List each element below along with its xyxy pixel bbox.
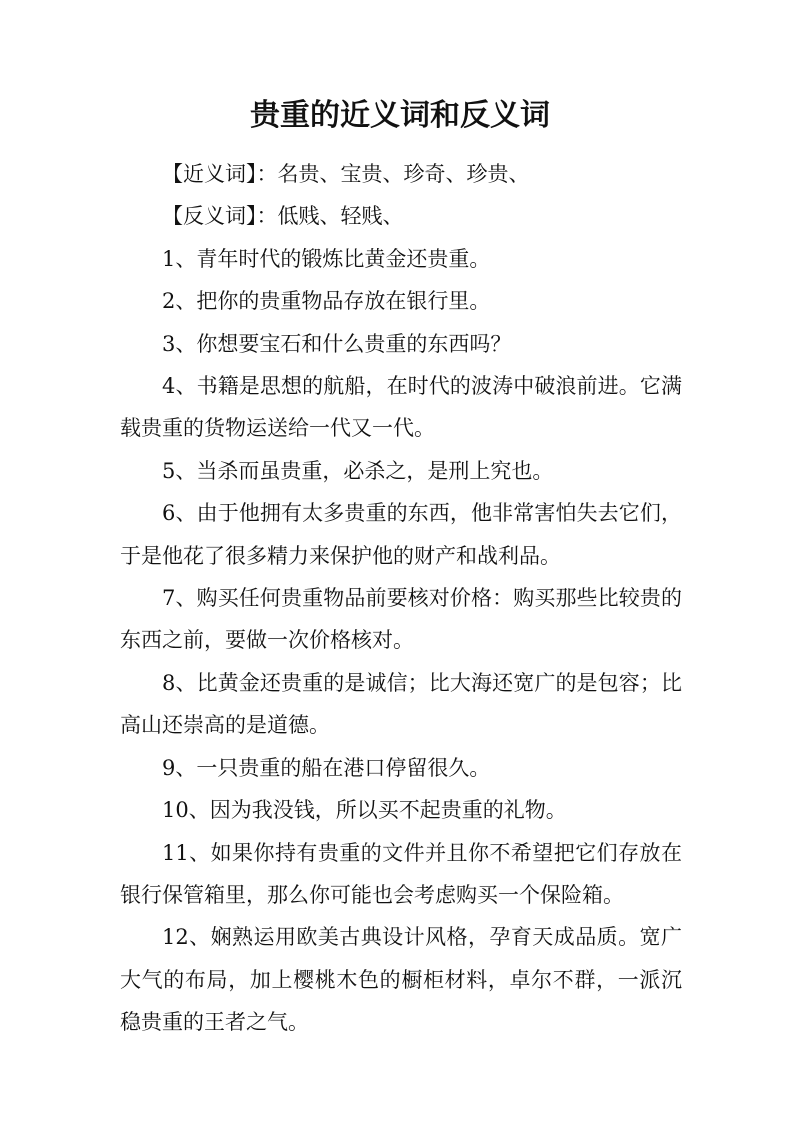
example-sentence-8: 8、比黄金还贵重的是诚信；比大海还宽广的是包容；比高山还崇高的是道德。 — [120, 670, 682, 738]
document-title: 贵重的近义词和反义词 — [250, 98, 550, 133]
document-body — [120, 153, 682, 1044]
example-sentence-10: 10、因为我没钱，所以买不起贵重的礼物。 — [162, 798, 567, 823]
antonyms-line: 【反义词】：低贱、轻贱、 — [162, 204, 404, 229]
example-sentence-12: 12、娴熟运用欧美古典设计风格，孕育天成品质。宽广大气的布局，加上樱桃木色的橱柜材料，卓尔不群，一派沉稳贵重的王者之气。 — [120, 925, 682, 1035]
example-sentence-9: 9、一只贵重的船在港口停留很久。 — [162, 755, 491, 780]
example-sentence-3: 3、你想要宝石和什么贵重的东西吗？ — [162, 331, 512, 356]
example-sentence-1: 1、青年时代的锻炼比黄金还贵重。 — [162, 246, 491, 271]
example-sentence-11: 11、如果你持有贵重的文件并且你不希望把它们存放在银行保管箱里，那么你可能也会考虑购买一个保险箱。 — [120, 840, 682, 907]
example-sentence-4: 4、书籍是思想的航船，在时代的波涛中破浪前进。它满载贵重的货物运送给一代又一代。 — [120, 374, 682, 441]
example-sentence-6: 6、由于他拥有太多贵重的东西，他非常害怕失去它们，于是他花了很多精力来保护他的财产和战利品。 — [120, 501, 682, 568]
synonyms-line: 【近义词】：名贵、宝贵、珍奇、珍贵、 — [162, 162, 530, 186]
example-sentence-2: 2、把你的贵重物品存放在银行里。 — [162, 289, 491, 314]
example-sentence-5: 5、当杀而虽贵重，必杀之，是刑上究也。 — [162, 458, 554, 483]
example-sentence-7: 7、购买任何贵重物品前要核对价格：购买那些比较贵的东西之前，要做一次价格核对。 — [120, 586, 682, 653]
